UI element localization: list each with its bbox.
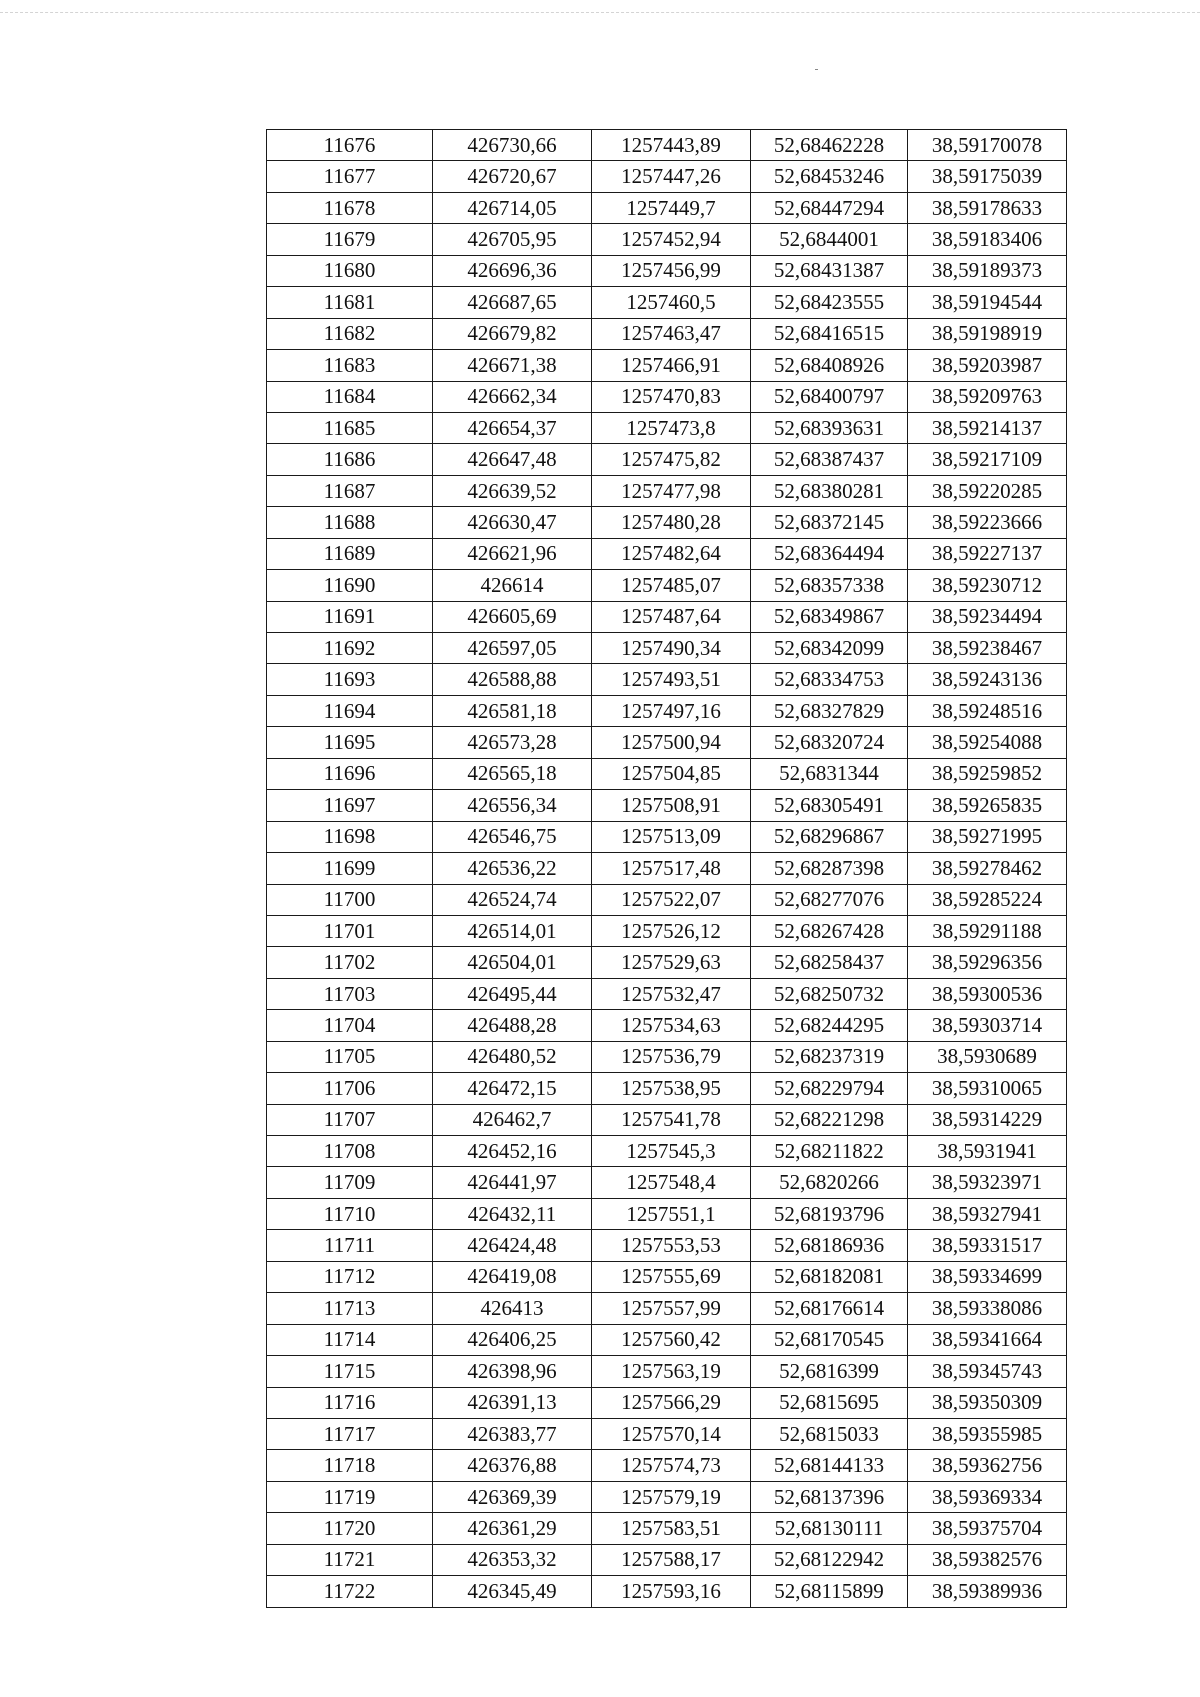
longitude-cell: 38,59238467 bbox=[908, 633, 1067, 664]
table-row bbox=[267, 1481, 1067, 1512]
table-row bbox=[267, 381, 1067, 412]
latitude-cell: 52,68447294 bbox=[751, 192, 908, 223]
point-number-cell: 11711 bbox=[267, 1230, 433, 1261]
longitude-cell: 38,59214137 bbox=[908, 412, 1067, 443]
x-coordinate-cell: 426654,37 bbox=[433, 412, 592, 443]
x-coordinate-cell: 426730,66 bbox=[433, 130, 592, 161]
table-row bbox=[267, 161, 1067, 192]
point-number-cell: 11692 bbox=[267, 633, 433, 664]
point-number-cell: 11694 bbox=[267, 695, 433, 726]
table-row bbox=[267, 633, 1067, 664]
point-number-cell: 11690 bbox=[267, 570, 433, 601]
point-number-cell: 11679 bbox=[267, 224, 433, 255]
latitude-cell: 52,68423555 bbox=[751, 287, 908, 318]
point-number-cell: 11706 bbox=[267, 1073, 433, 1104]
y-coordinate-cell: 1257508,91 bbox=[592, 790, 751, 821]
y-coordinate-cell: 1257493,51 bbox=[592, 664, 751, 695]
x-coordinate-cell: 426524,74 bbox=[433, 884, 592, 915]
x-coordinate-cell: 426714,05 bbox=[433, 192, 592, 223]
x-coordinate-cell: 426480,52 bbox=[433, 1041, 592, 1072]
latitude-cell: 52,68334753 bbox=[751, 664, 908, 695]
point-number-cell: 11701 bbox=[267, 915, 433, 946]
x-coordinate-cell: 426452,16 bbox=[433, 1136, 592, 1167]
point-number-cell: 11722 bbox=[267, 1576, 433, 1607]
x-coordinate-cell: 426488,28 bbox=[433, 1010, 592, 1041]
latitude-cell: 52,68372145 bbox=[751, 507, 908, 538]
table-row bbox=[267, 884, 1067, 915]
longitude-cell: 38,59300536 bbox=[908, 978, 1067, 1009]
x-coordinate-cell: 426376,88 bbox=[433, 1450, 592, 1481]
longitude-cell: 38,59278462 bbox=[908, 853, 1067, 884]
longitude-cell: 38,59248516 bbox=[908, 695, 1067, 726]
latitude-cell: 52,68267428 bbox=[751, 915, 908, 946]
point-number-cell: 11681 bbox=[267, 287, 433, 318]
point-number-cell: 11703 bbox=[267, 978, 433, 1009]
x-coordinate-cell: 426662,34 bbox=[433, 381, 592, 412]
table-row bbox=[267, 853, 1067, 884]
point-number-cell: 11688 bbox=[267, 507, 433, 538]
y-coordinate-cell: 1257470,83 bbox=[592, 381, 751, 412]
longitude-cell: 38,59230712 bbox=[908, 570, 1067, 601]
longitude-cell: 38,59209763 bbox=[908, 381, 1067, 412]
table-row bbox=[267, 1418, 1067, 1449]
y-coordinate-cell: 1257482,64 bbox=[592, 538, 751, 569]
x-coordinate-cell: 426546,75 bbox=[433, 821, 592, 852]
latitude-cell: 52,68221298 bbox=[751, 1104, 908, 1135]
latitude-cell: 52,68122942 bbox=[751, 1544, 908, 1575]
longitude-cell: 38,59362756 bbox=[908, 1450, 1067, 1481]
table-row bbox=[267, 1167, 1067, 1198]
x-coordinate-cell: 426581,18 bbox=[433, 695, 592, 726]
x-coordinate-cell: 426424,48 bbox=[433, 1230, 592, 1261]
table-row bbox=[267, 1198, 1067, 1229]
latitude-cell: 52,68342099 bbox=[751, 633, 908, 664]
y-coordinate-cell: 1257522,07 bbox=[592, 884, 751, 915]
latitude-cell: 52,68115899 bbox=[751, 1576, 908, 1607]
x-coordinate-cell: 426441,97 bbox=[433, 1167, 592, 1198]
point-number-cell: 11720 bbox=[267, 1513, 433, 1544]
latitude-cell: 52,68137396 bbox=[751, 1481, 908, 1512]
point-number-cell: 11683 bbox=[267, 350, 433, 381]
latitude-cell: 52,68296867 bbox=[751, 821, 908, 852]
latitude-cell: 52,68393631 bbox=[751, 412, 908, 443]
latitude-cell: 52,68176614 bbox=[751, 1293, 908, 1324]
table-row bbox=[267, 1230, 1067, 1261]
longitude-cell: 38,59338086 bbox=[908, 1293, 1067, 1324]
point-number-cell: 11721 bbox=[267, 1544, 433, 1575]
x-coordinate-cell: 426361,29 bbox=[433, 1513, 592, 1544]
latitude-cell: 52,68130111 bbox=[751, 1513, 908, 1544]
y-coordinate-cell: 1257473,8 bbox=[592, 412, 751, 443]
point-number-cell: 11677 bbox=[267, 161, 433, 192]
table-row bbox=[267, 1324, 1067, 1355]
x-coordinate-cell: 426369,39 bbox=[433, 1481, 592, 1512]
y-coordinate-cell: 1257497,16 bbox=[592, 695, 751, 726]
latitude-cell: 52,6831344 bbox=[751, 758, 908, 789]
table-row bbox=[267, 727, 1067, 758]
x-coordinate-cell: 426556,34 bbox=[433, 790, 592, 821]
point-number-cell: 11708 bbox=[267, 1136, 433, 1167]
table-row bbox=[267, 475, 1067, 506]
longitude-cell: 38,59223666 bbox=[908, 507, 1067, 538]
point-number-cell: 11715 bbox=[267, 1356, 433, 1387]
y-coordinate-cell: 1257551,1 bbox=[592, 1198, 751, 1229]
x-coordinate-cell: 426647,48 bbox=[433, 444, 592, 475]
point-number-cell: 11712 bbox=[267, 1261, 433, 1292]
latitude-cell: 52,68408926 bbox=[751, 350, 908, 381]
longitude-cell: 38,59327941 bbox=[908, 1198, 1067, 1229]
point-number-cell: 11710 bbox=[267, 1198, 433, 1229]
y-coordinate-cell: 1257477,98 bbox=[592, 475, 751, 506]
point-number-cell: 11697 bbox=[267, 790, 433, 821]
table-row bbox=[267, 790, 1067, 821]
x-coordinate-cell: 426630,47 bbox=[433, 507, 592, 538]
y-coordinate-cell: 1257532,47 bbox=[592, 978, 751, 1009]
point-number-cell: 11680 bbox=[267, 255, 433, 286]
y-coordinate-cell: 1257545,3 bbox=[592, 1136, 751, 1167]
point-number-cell: 11684 bbox=[267, 381, 433, 412]
y-coordinate-cell: 1257529,63 bbox=[592, 947, 751, 978]
x-coordinate-cell: 426472,15 bbox=[433, 1073, 592, 1104]
table-row bbox=[267, 947, 1067, 978]
point-number-cell: 11693 bbox=[267, 664, 433, 695]
longitude-cell: 38,59265835 bbox=[908, 790, 1067, 821]
longitude-cell: 38,59310065 bbox=[908, 1073, 1067, 1104]
latitude-cell: 52,68170545 bbox=[751, 1324, 908, 1355]
point-number-cell: 11687 bbox=[267, 475, 433, 506]
y-coordinate-cell: 1257449,7 bbox=[592, 192, 751, 223]
y-coordinate-cell: 1257487,64 bbox=[592, 601, 751, 632]
x-coordinate-cell: 426495,44 bbox=[433, 978, 592, 1009]
latitude-cell: 52,68387437 bbox=[751, 444, 908, 475]
latitude-cell: 52,68431387 bbox=[751, 255, 908, 286]
coordinates-table-body bbox=[267, 130, 1067, 1608]
x-coordinate-cell: 426687,65 bbox=[433, 287, 592, 318]
latitude-cell: 52,6844001 bbox=[751, 224, 908, 255]
longitude-cell: 38,59170078 bbox=[908, 130, 1067, 161]
latitude-cell: 52,68144133 bbox=[751, 1450, 908, 1481]
longitude-cell: 38,59234494 bbox=[908, 601, 1067, 632]
longitude-cell: 38,59291188 bbox=[908, 915, 1067, 946]
point-number-cell: 11719 bbox=[267, 1481, 433, 1512]
point-number-cell: 11682 bbox=[267, 318, 433, 349]
longitude-cell: 38,59183406 bbox=[908, 224, 1067, 255]
y-coordinate-cell: 1257570,14 bbox=[592, 1418, 751, 1449]
table-row bbox=[267, 570, 1067, 601]
longitude-cell: 38,59198919 bbox=[908, 318, 1067, 349]
y-coordinate-cell: 1257504,85 bbox=[592, 758, 751, 789]
table-row bbox=[267, 255, 1067, 286]
longitude-cell: 38,59243136 bbox=[908, 664, 1067, 695]
y-coordinate-cell: 1257475,82 bbox=[592, 444, 751, 475]
table-row bbox=[267, 318, 1067, 349]
longitude-cell: 38,59314229 bbox=[908, 1104, 1067, 1135]
y-coordinate-cell: 1257583,51 bbox=[592, 1513, 751, 1544]
x-coordinate-cell: 426621,96 bbox=[433, 538, 592, 569]
x-coordinate-cell: 426720,67 bbox=[433, 161, 592, 192]
latitude-cell: 52,68364494 bbox=[751, 538, 908, 569]
table-row bbox=[267, 1136, 1067, 1167]
y-coordinate-cell: 1257579,19 bbox=[592, 1481, 751, 1512]
longitude-cell: 38,59375704 bbox=[908, 1513, 1067, 1544]
table-row bbox=[267, 1356, 1067, 1387]
y-coordinate-cell: 1257490,34 bbox=[592, 633, 751, 664]
table-row bbox=[267, 130, 1067, 161]
longitude-cell: 38,59350309 bbox=[908, 1387, 1067, 1418]
latitude-cell: 52,68258437 bbox=[751, 947, 908, 978]
table-row bbox=[267, 1513, 1067, 1544]
x-coordinate-cell: 426679,82 bbox=[433, 318, 592, 349]
y-coordinate-cell: 1257557,99 bbox=[592, 1293, 751, 1324]
y-coordinate-cell: 1257593,16 bbox=[592, 1576, 751, 1607]
table-row bbox=[267, 695, 1067, 726]
longitude-cell: 38,59389936 bbox=[908, 1576, 1067, 1607]
y-coordinate-cell: 1257485,07 bbox=[592, 570, 751, 601]
y-coordinate-cell: 1257563,19 bbox=[592, 1356, 751, 1387]
point-number-cell: 11716 bbox=[267, 1387, 433, 1418]
x-coordinate-cell: 426597,05 bbox=[433, 633, 592, 664]
longitude-cell: 38,59323971 bbox=[908, 1167, 1067, 1198]
latitude-cell: 52,68244295 bbox=[751, 1010, 908, 1041]
table-row bbox=[267, 915, 1067, 946]
point-number-cell: 11700 bbox=[267, 884, 433, 915]
longitude-cell: 38,59217109 bbox=[908, 444, 1067, 475]
latitude-cell: 52,68305491 bbox=[751, 790, 908, 821]
latitude-cell: 52,68186936 bbox=[751, 1230, 908, 1261]
x-coordinate-cell: 426383,77 bbox=[433, 1418, 592, 1449]
table-row bbox=[267, 1293, 1067, 1324]
scan-top-edge bbox=[0, 12, 1200, 13]
y-coordinate-cell: 1257466,91 bbox=[592, 350, 751, 381]
x-coordinate-cell: 426514,01 bbox=[433, 915, 592, 946]
y-coordinate-cell: 1257555,69 bbox=[592, 1261, 751, 1292]
point-number-cell: 11691 bbox=[267, 601, 433, 632]
latitude-cell: 52,68327829 bbox=[751, 695, 908, 726]
x-coordinate-cell: 426573,28 bbox=[433, 727, 592, 758]
table-row bbox=[267, 978, 1067, 1009]
longitude-cell: 38,59369334 bbox=[908, 1481, 1067, 1512]
longitude-cell: 38,5930689 bbox=[908, 1041, 1067, 1072]
y-coordinate-cell: 1257463,47 bbox=[592, 318, 751, 349]
longitude-cell: 38,59254088 bbox=[908, 727, 1067, 758]
longitude-cell: 38,59194544 bbox=[908, 287, 1067, 318]
table-row bbox=[267, 758, 1067, 789]
y-coordinate-cell: 1257460,5 bbox=[592, 287, 751, 318]
latitude-cell: 52,68357338 bbox=[751, 570, 908, 601]
x-coordinate-cell: 426345,49 bbox=[433, 1576, 592, 1607]
latitude-cell: 52,68453246 bbox=[751, 161, 908, 192]
scan-speck bbox=[815, 69, 818, 70]
table-row bbox=[267, 1576, 1067, 1607]
y-coordinate-cell: 1257574,73 bbox=[592, 1450, 751, 1481]
table-row bbox=[267, 1041, 1067, 1072]
longitude-cell: 38,59382576 bbox=[908, 1544, 1067, 1575]
x-coordinate-cell: 426353,32 bbox=[433, 1544, 592, 1575]
longitude-cell: 38,59345743 bbox=[908, 1356, 1067, 1387]
latitude-cell: 52,6820266 bbox=[751, 1167, 908, 1198]
table-row bbox=[267, 1261, 1067, 1292]
latitude-cell: 52,68287398 bbox=[751, 853, 908, 884]
table-row bbox=[267, 350, 1067, 381]
longitude-cell: 38,59285224 bbox=[908, 884, 1067, 915]
point-number-cell: 11686 bbox=[267, 444, 433, 475]
coordinates-table bbox=[266, 129, 1067, 1608]
y-coordinate-cell: 1257553,53 bbox=[592, 1230, 751, 1261]
point-number-cell: 11709 bbox=[267, 1167, 433, 1198]
latitude-cell: 52,68277076 bbox=[751, 884, 908, 915]
latitude-cell: 52,68349867 bbox=[751, 601, 908, 632]
x-coordinate-cell: 426639,52 bbox=[433, 475, 592, 506]
table-row bbox=[267, 1104, 1067, 1135]
point-number-cell: 11707 bbox=[267, 1104, 433, 1135]
x-coordinate-cell: 426406,25 bbox=[433, 1324, 592, 1355]
x-coordinate-cell: 426391,13 bbox=[433, 1387, 592, 1418]
latitude-cell: 52,6816399 bbox=[751, 1356, 908, 1387]
y-coordinate-cell: 1257500,94 bbox=[592, 727, 751, 758]
x-coordinate-cell: 426398,96 bbox=[433, 1356, 592, 1387]
x-coordinate-cell: 426413 bbox=[433, 1293, 592, 1324]
x-coordinate-cell: 426419,08 bbox=[433, 1261, 592, 1292]
longitude-cell: 38,59296356 bbox=[908, 947, 1067, 978]
x-coordinate-cell: 426605,69 bbox=[433, 601, 592, 632]
longitude-cell: 38,59220285 bbox=[908, 475, 1067, 506]
longitude-cell: 38,59189373 bbox=[908, 255, 1067, 286]
table-row bbox=[267, 1544, 1067, 1575]
y-coordinate-cell: 1257513,09 bbox=[592, 821, 751, 852]
longitude-cell: 38,59355985 bbox=[908, 1418, 1067, 1449]
x-coordinate-cell: 426432,11 bbox=[433, 1198, 592, 1229]
table-row bbox=[267, 664, 1067, 695]
longitude-cell: 38,59334699 bbox=[908, 1261, 1067, 1292]
table-row bbox=[267, 1010, 1067, 1041]
y-coordinate-cell: 1257447,26 bbox=[592, 161, 751, 192]
table-row bbox=[267, 821, 1067, 852]
table-row bbox=[267, 1073, 1067, 1104]
x-coordinate-cell: 426696,36 bbox=[433, 255, 592, 286]
point-number-cell: 11678 bbox=[267, 192, 433, 223]
latitude-cell: 52,6815695 bbox=[751, 1387, 908, 1418]
longitude-cell: 38,59227137 bbox=[908, 538, 1067, 569]
longitude-cell: 38,59203987 bbox=[908, 350, 1067, 381]
point-number-cell: 11718 bbox=[267, 1450, 433, 1481]
longitude-cell: 38,59259852 bbox=[908, 758, 1067, 789]
latitude-cell: 52,68193796 bbox=[751, 1198, 908, 1229]
y-coordinate-cell: 1257526,12 bbox=[592, 915, 751, 946]
x-coordinate-cell: 426671,38 bbox=[433, 350, 592, 381]
x-coordinate-cell: 426536,22 bbox=[433, 853, 592, 884]
x-coordinate-cell: 426504,01 bbox=[433, 947, 592, 978]
table-row bbox=[267, 287, 1067, 318]
point-number-cell: 11689 bbox=[267, 538, 433, 569]
latitude-cell: 52,68229794 bbox=[751, 1073, 908, 1104]
table-row bbox=[267, 192, 1067, 223]
table-row bbox=[267, 412, 1067, 443]
y-coordinate-cell: 1257517,48 bbox=[592, 853, 751, 884]
latitude-cell: 52,68416515 bbox=[751, 318, 908, 349]
latitude-cell: 52,6815033 bbox=[751, 1418, 908, 1449]
y-coordinate-cell: 1257536,79 bbox=[592, 1041, 751, 1072]
y-coordinate-cell: 1257534,63 bbox=[592, 1010, 751, 1041]
point-number-cell: 11696 bbox=[267, 758, 433, 789]
table-row bbox=[267, 444, 1067, 475]
x-coordinate-cell: 426565,18 bbox=[433, 758, 592, 789]
x-coordinate-cell: 426462,7 bbox=[433, 1104, 592, 1135]
point-number-cell: 11702 bbox=[267, 947, 433, 978]
latitude-cell: 52,68380281 bbox=[751, 475, 908, 506]
table-row bbox=[267, 538, 1067, 569]
x-coordinate-cell: 426614 bbox=[433, 570, 592, 601]
point-number-cell: 11685 bbox=[267, 412, 433, 443]
longitude-cell: 38,59341664 bbox=[908, 1324, 1067, 1355]
x-coordinate-cell: 426705,95 bbox=[433, 224, 592, 255]
point-number-cell: 11714 bbox=[267, 1324, 433, 1355]
y-coordinate-cell: 1257452,94 bbox=[592, 224, 751, 255]
table-row bbox=[267, 1387, 1067, 1418]
longitude-cell: 38,59303714 bbox=[908, 1010, 1067, 1041]
latitude-cell: 52,68211822 bbox=[751, 1136, 908, 1167]
latitude-cell: 52,68250732 bbox=[751, 978, 908, 1009]
longitude-cell: 38,59175039 bbox=[908, 161, 1067, 192]
point-number-cell: 11695 bbox=[267, 727, 433, 758]
point-number-cell: 11704 bbox=[267, 1010, 433, 1041]
y-coordinate-cell: 1257480,28 bbox=[592, 507, 751, 538]
longitude-cell: 38,59271995 bbox=[908, 821, 1067, 852]
y-coordinate-cell: 1257560,42 bbox=[592, 1324, 751, 1355]
y-coordinate-cell: 1257566,29 bbox=[592, 1387, 751, 1418]
x-coordinate-cell: 426588,88 bbox=[433, 664, 592, 695]
latitude-cell: 52,68182081 bbox=[751, 1261, 908, 1292]
y-coordinate-cell: 1257588,17 bbox=[592, 1544, 751, 1575]
longitude-cell: 38,59331517 bbox=[908, 1230, 1067, 1261]
y-coordinate-cell: 1257548,4 bbox=[592, 1167, 751, 1198]
point-number-cell: 11698 bbox=[267, 821, 433, 852]
longitude-cell: 38,5931941 bbox=[908, 1136, 1067, 1167]
point-number-cell: 11705 bbox=[267, 1041, 433, 1072]
longitude-cell: 38,59178633 bbox=[908, 192, 1067, 223]
point-number-cell: 11713 bbox=[267, 1293, 433, 1324]
latitude-cell: 52,68237319 bbox=[751, 1041, 908, 1072]
y-coordinate-cell: 1257443,89 bbox=[592, 130, 751, 161]
y-coordinate-cell: 1257538,95 bbox=[592, 1073, 751, 1104]
latitude-cell: 52,68400797 bbox=[751, 381, 908, 412]
point-number-cell: 11699 bbox=[267, 853, 433, 884]
y-coordinate-cell: 1257541,78 bbox=[592, 1104, 751, 1135]
point-number-cell: 11676 bbox=[267, 130, 433, 161]
y-coordinate-cell: 1257456,99 bbox=[592, 255, 751, 286]
latitude-cell: 52,68320724 bbox=[751, 727, 908, 758]
table-row bbox=[267, 224, 1067, 255]
point-number-cell: 11717 bbox=[267, 1418, 433, 1449]
latitude-cell: 52,68462228 bbox=[751, 130, 908, 161]
table-row bbox=[267, 601, 1067, 632]
table-row bbox=[267, 507, 1067, 538]
table-row bbox=[267, 1450, 1067, 1481]
